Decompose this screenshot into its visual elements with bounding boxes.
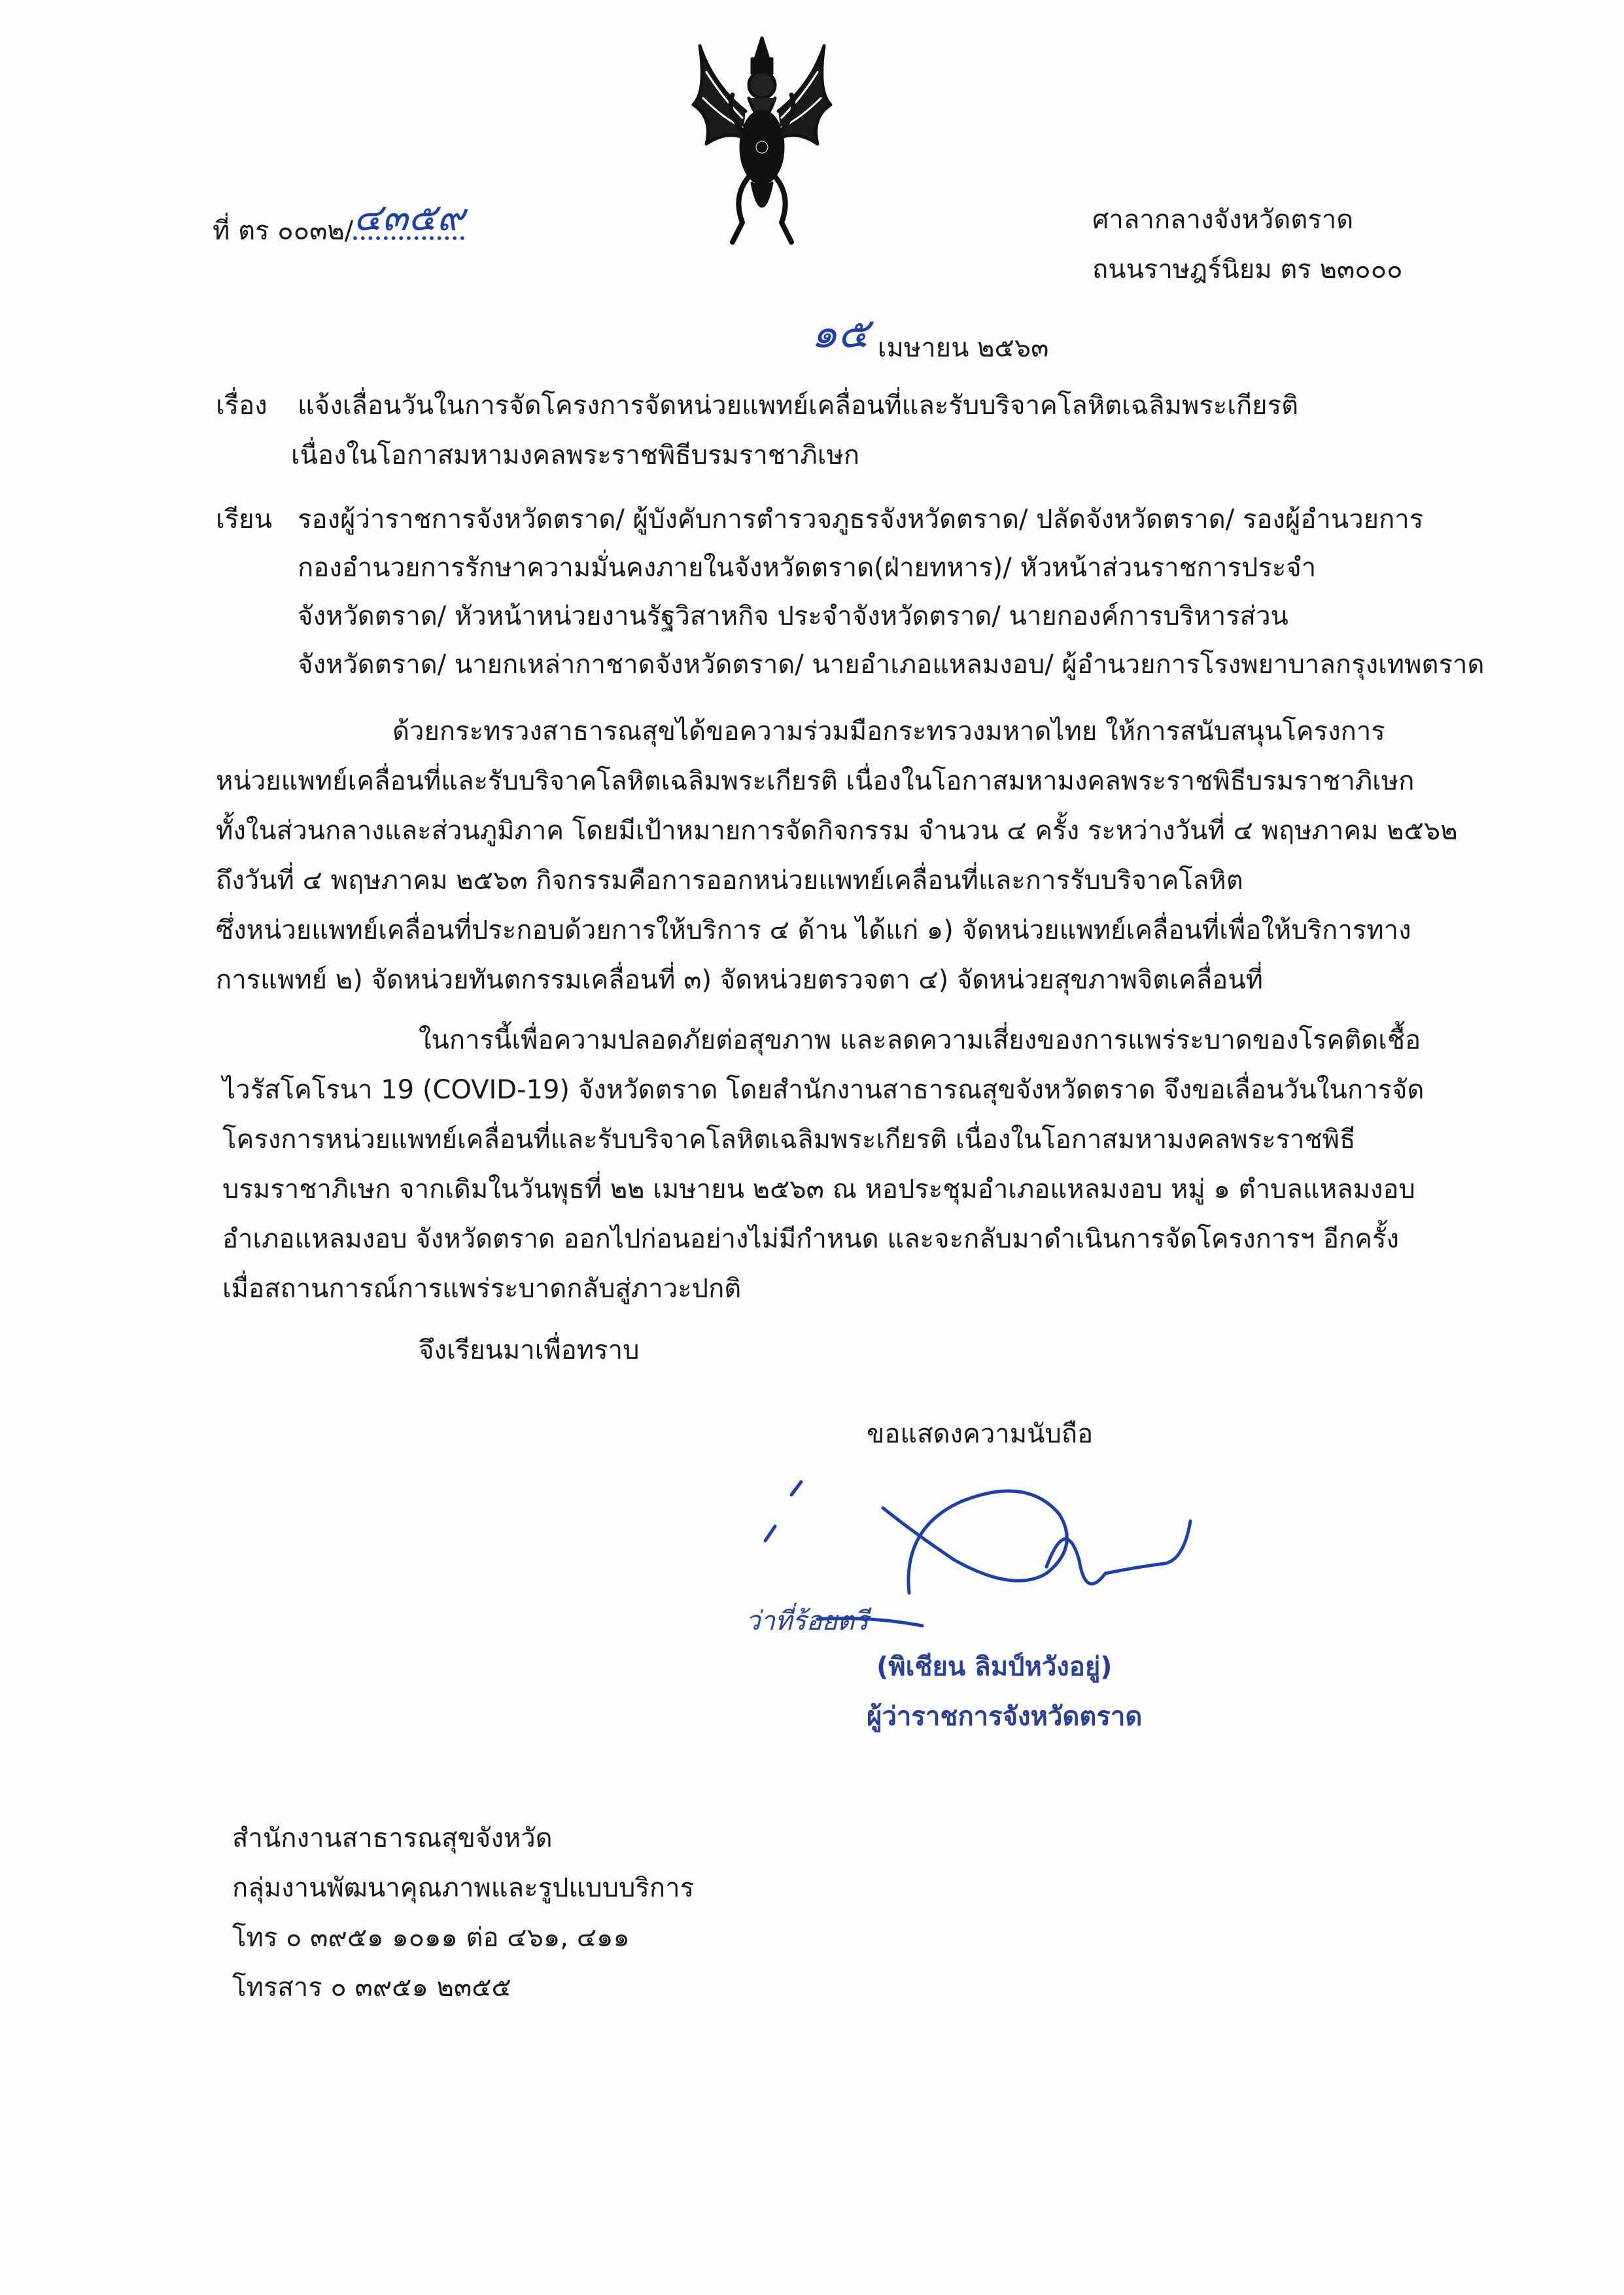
date-month-year: เมษายน ๒๕๖๓ <box>877 333 1049 363</box>
recipient-line: จังหวัดตราด/ หัวหน้าหน่วยงานรัฐวิสาหกิจ ประจำจังหวัดตราด/ นายกองค์การบริหารส่วน <box>298 601 1288 631</box>
subject-label: เรื่อง <box>216 391 268 421</box>
office-address-line1: ศาลากลางจังหวัดตราด <box>1092 205 1354 235</box>
paragraph1-line: ซึ่งหน่วยแพทย์เคลื่อนที่ประกอบด้วยการให้บริการ ๔ ด้าน ได้แก่ ๑) จัดหน่วยแพทย์เคลื่อนที่เพื่อให้บริการทาง <box>216 915 1411 945</box>
paragraph2-line: เมื่อสถานการณ์การแพร่ระบาดกลับสู่ภาวะปกติ <box>222 1274 742 1304</box>
signatory-position: ผู้ว่าราชการจังหวัดตราด <box>867 1702 1143 1732</box>
reference-number <box>213 195 465 249</box>
paragraph1-line: ด้วยกระทรวงสาธารณสุขได้ขอความร่วมมือกระทรวงมหาดไทย ให้การสนับสนุนโครงการ <box>392 716 1385 746</box>
paragraph1-line: ทั้งในส่วนกลางและส่วนภูมิภาค โดยมีเป้าหมายการจัดกิจกรรม จำนวน ๔ ครั้ง ระหว่างวันที่ ๔ พฤษภาคม ๒๕๖๒ <box>216 816 1458 846</box>
subject-line1: แจ้งเลื่อนวันในการจัดโครงการจัดหน่วยแพทย์เคลื่อนที่และรับบริจาคโลหิตเฉลิมพระเกียรติ <box>298 391 1299 421</box>
recipient-line: จังหวัดตราด/ นายกเหล่ากาชาดจังหวัดตราด/ นายอำเภอแหลมงอบ/ ผู้อำนวยการโรงพยาบาลกรุงเทพตราด <box>298 650 1485 680</box>
recipient-line: รองผู้ว่าราชการจังหวัดตราด/ ผู้บังคับการตำรวจภูธรจังหวัดตราด/ ปลัดจังหวัดตราด/ รองผู้อำนวยการ <box>298 504 1424 534</box>
paragraph2-line: ไวรัสโคโรนา 19 (COVID-19) จังหวัดตราด โดยสำนักงานสาธารณสุขจังหวัดตราด จึงขอเลื่อนวันในการจัด <box>222 1075 1425 1105</box>
salutation: ขอแสดงความนับถือ <box>867 1419 1094 1449</box>
garuda-emblem-icon <box>687 33 837 252</box>
paragraph1-line: ถึงวันที่ ๔ พฤษภาคม ๒๕๖๓ กิจกรรมคือการออกหน่วยแพทย์เคลื่อนที่และการรับบริจาคโลหิต <box>216 866 1243 896</box>
paragraph2-line: ในการนี้เพื่อความปลอดภัยต่อสุขภาพ และลดความเสี่ยงของการแพร่ระบาดของโรคติดเชื้อ <box>419 1025 1421 1055</box>
paragraph2-line: อำเภอแหลมงอบ จังหวัดตราด ออกไปก่อนอย่างไม่มีกำหนด และจะกลับมาดำเนินการจัดโครงการฯ อีกครั้ง <box>222 1224 1400 1254</box>
paragraph1-line: หน่วยแพทย์เคลื่อนที่และรับบริจาคโลหิตเฉลิมพระเกียรติ เนื่องในโอกาสมหามงคลพระราชพิธีบรมราชาภิเษก <box>216 766 1415 796</box>
footer-division: กลุ่มงานพัฒนาคุณภาพและรูปแบบบริการ <box>232 1873 695 1903</box>
closing-line: จึงเรียนมาเพื่อทราบ <box>419 1335 640 1365</box>
recipient-line: กองอำนวยการรักษาความมั่นคงภายในจังหวัดตราด(ฝ่ายทหาร)/ หัวหน้าส่วนราชการประจำ <box>298 553 1317 583</box>
footer-fax: โทรสาร ๐ ๓๙๕๑ ๒๓๕๕ <box>232 1972 511 2003</box>
document-date <box>811 309 1049 366</box>
reference-prefix: ที่ ตร ๐๐๓๒/ <box>213 216 354 246</box>
recipient-label: เรียน <box>216 504 272 534</box>
footer-phone: โทร ๐ ๓๙๕๑ ๑๐๑๑ ต่อ ๔๖๑, ๔๑๑ <box>232 1923 630 1953</box>
date-day-handwritten: ๑๕ <box>811 309 870 358</box>
office-address-line2: ถนนราษฎร์นิยม ตร ๒๓๐๐๐ <box>1092 254 1403 285</box>
signatory-name: (พิเชียน ลิมป์หวังอยู่) <box>876 1652 1113 1682</box>
paragraph2-line: โครงการหน่วยแพทย์เคลื่อนที่และรับบริจาคโลหิตเฉลิมพระเกียรติ เนื่องในโอกาสมหามงคลพระราชพิธี <box>222 1125 1356 1155</box>
paragraph1-line: การแพทย์ ๒) จัดหน่วยทันตกรรมเคลื่อนที่ ๓) จัดหน่วยตรวจตา ๔) จัดหน่วยสุขภาพจิตเคลื่อนที่ <box>216 965 1264 995</box>
footer-office: สำนักงานสาธารณสุขจังหวัด <box>232 1823 553 1853</box>
paragraph2-line: บรมราชาภิเษก จากเดิมในวันพุธที่ ๒๒ เมษายน ๒๕๖๓ ณ หอประชุมอำเภอแหลมงอบ หมู่ ๑ ตำบลแหลมงอบ <box>222 1174 1415 1204</box>
subject-line2: เนื่องในโอกาสมหามงคลพระราชพิธีบรมราชาภิเษก <box>291 440 860 470</box>
signatory-rank: ว่าที่ร้อยตรี <box>746 1606 869 1636</box>
reference-handwritten-number: ๔๓๕๙ <box>353 195 465 239</box>
